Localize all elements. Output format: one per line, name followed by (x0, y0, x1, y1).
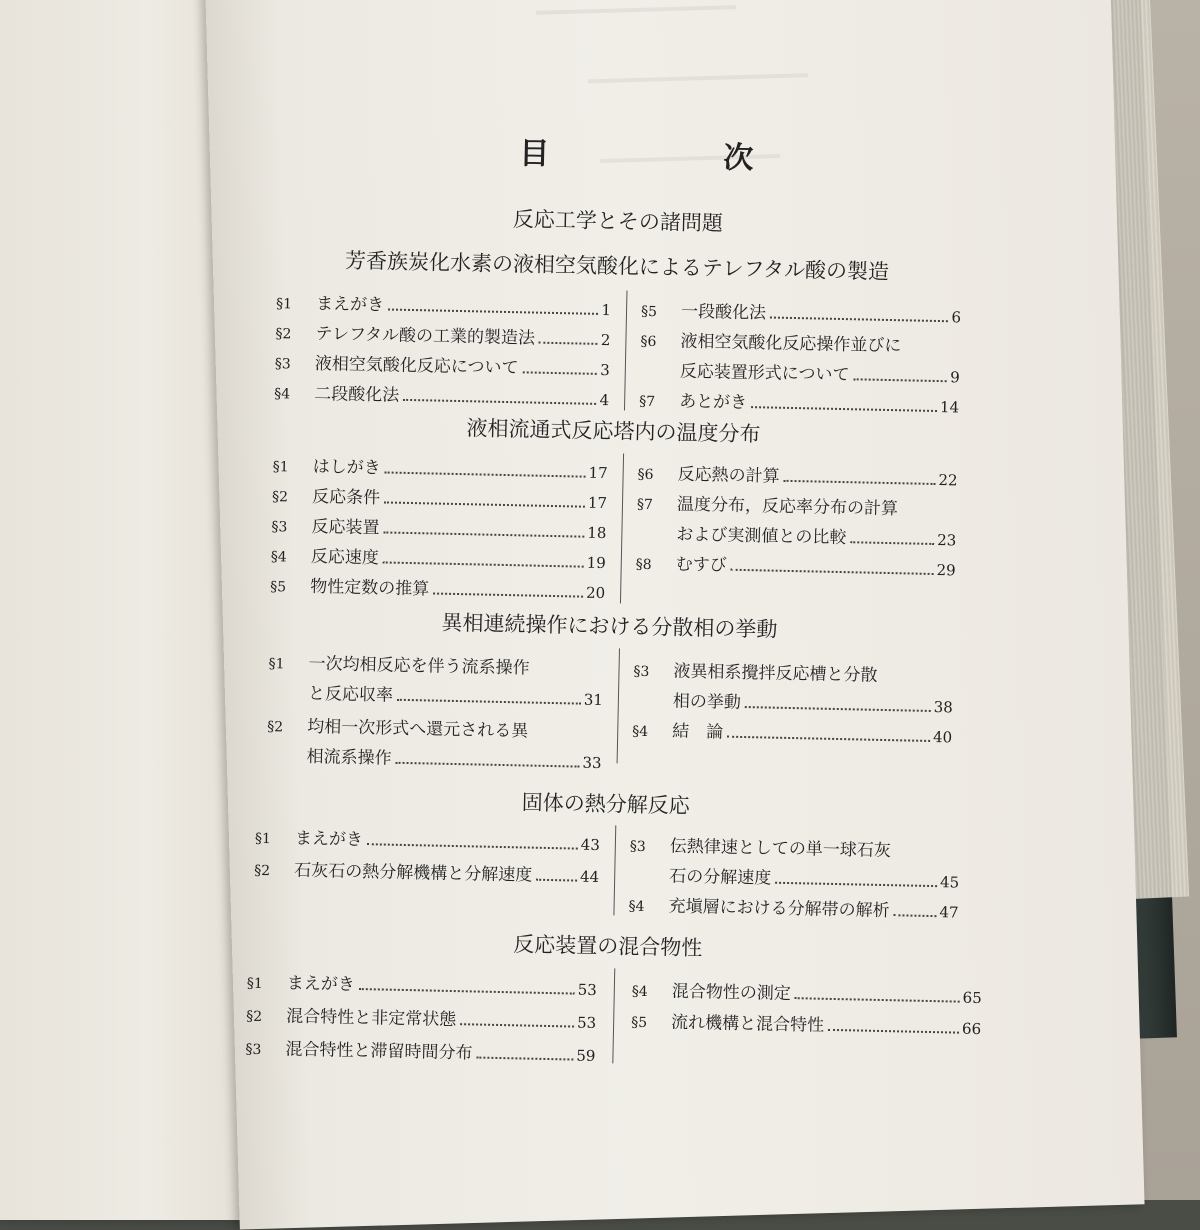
section-number: §2 (271, 489, 289, 506)
page-number: 53 (577, 980, 598, 1000)
page-number: 47 (939, 903, 959, 922)
section-number (633, 706, 661, 707)
column-divider (613, 825, 616, 915)
section-number: §5 (630, 1014, 648, 1032)
page-number: 45 (939, 873, 960, 892)
entry-label: と反応収率 (307, 683, 394, 706)
section-number: §1 (268, 656, 285, 673)
toc-entry (272, 481, 607, 513)
entry-label: 反応装置 (311, 516, 380, 539)
section-number (636, 539, 664, 540)
entry-label: 相流系操作 (306, 746, 392, 769)
page-number: 38 (933, 698, 954, 717)
entry-label: 結 論 (672, 721, 724, 743)
page-number: 29 (936, 561, 956, 580)
page-number: 23 (937, 531, 957, 550)
page-number: 59 (576, 1046, 596, 1066)
leader-dots (727, 735, 930, 742)
page-number: 14 (939, 398, 960, 417)
section-number: §3 (271, 519, 288, 536)
section-number: §6 (637, 466, 654, 484)
section-number: §7 (636, 496, 654, 514)
leader-dots (893, 913, 936, 917)
toc-entry (271, 511, 606, 543)
toc-entry (636, 519, 956, 551)
section-heading: 固体の熱分解反応 (521, 790, 690, 818)
leader-dots (784, 479, 936, 485)
page-number: 44 (579, 867, 600, 887)
toc-entry (640, 326, 960, 358)
entry-label: 二段酸化法 (314, 383, 400, 406)
section-subheading: 芳香族炭化水素の液相空気酸化によるテレフタル酸の製造 (344, 248, 890, 284)
toc-entry (636, 549, 956, 581)
leader-dots (751, 405, 937, 412)
toc-entry (275, 348, 610, 380)
toc-entry (275, 318, 610, 350)
toc-entry (267, 711, 602, 743)
entry-label: 混合物性の測定 (671, 981, 791, 1005)
toc-entry (637, 489, 957, 521)
page-number: 33 (582, 753, 602, 773)
toc-entry (631, 1007, 981, 1039)
entry-label: 充塡層における分解帯の解析 (668, 896, 890, 922)
page-number: 6 (951, 308, 962, 327)
entry-label: 温度分布，反応率分布の計算 (676, 494, 899, 520)
section-heading: 液相流通式反応塔内の温度分布 (466, 416, 761, 447)
toc-entry (271, 541, 606, 573)
section-heading: 反応装置の混合物性 (513, 932, 703, 961)
page-number: 3 (600, 360, 611, 380)
section-number: §4 (628, 898, 645, 915)
page-number: 66 (961, 1019, 982, 1039)
entry-label: 流れ機構と混合特性 (670, 1012, 825, 1036)
column-divider (624, 290, 628, 410)
toc-entry (633, 686, 953, 718)
section-number: §4 (270, 549, 287, 566)
entry-label: 物性定数の推算 (310, 576, 430, 600)
section-number: §2 (267, 719, 284, 736)
section-number: §2 (254, 862, 271, 880)
section-number: §3 (274, 356, 291, 373)
toc-entry (633, 656, 953, 688)
toc-entry (246, 1001, 596, 1033)
section-number: §4 (274, 386, 291, 403)
page-number: 31 (583, 690, 604, 710)
toc-entry (274, 378, 609, 410)
page-number: 43 (580, 835, 601, 855)
leader-dots (397, 698, 581, 705)
toc-entry (254, 855, 599, 887)
toc-entry (276, 288, 611, 320)
section-number: §5 (640, 303, 658, 321)
entry-label: 反応装置形式について (679, 361, 850, 386)
leader-dots (403, 398, 596, 405)
section-number: §3 (633, 663, 650, 681)
toc-entry (628, 891, 958, 923)
toc-entry (637, 459, 957, 491)
page-number: 20 (585, 583, 606, 603)
page-number: 17 (588, 463, 608, 483)
toc-entry (266, 741, 601, 773)
leader-dots (539, 341, 598, 345)
page-number: 9 (950, 368, 960, 387)
page-number: 22 (938, 471, 958, 490)
page-number: 4 (599, 390, 610, 410)
page-number: 17 (587, 493, 608, 513)
entry-label: 相の挙動 (672, 691, 742, 713)
section-heading: 異相連続操作における分散相の挙動 (441, 610, 778, 642)
entry-label: 反応条件 (311, 486, 381, 509)
section-number: §3 (245, 1041, 262, 1059)
page-number: 1 (601, 300, 612, 320)
entry-label: 伝熱律速としての単一球石灰 (669, 836, 892, 862)
section-number: §8 (635, 556, 652, 574)
section-heading: 反応工学とその諸問題 (512, 207, 724, 236)
entry-label: 反応速度 (310, 546, 380, 569)
toc-entry (273, 451, 608, 483)
section-number: §1 (246, 975, 263, 993)
section-number: §6 (640, 333, 657, 351)
section-number: §2 (246, 1008, 263, 1026)
leader-dots (536, 878, 577, 882)
leader-dots (460, 1022, 574, 1027)
section-number: §3 (629, 838, 646, 856)
leader-dots (731, 568, 934, 575)
entry-label: 液相空気酸化反応について (314, 353, 519, 379)
section-number (267, 761, 295, 762)
leader-dots (853, 377, 947, 382)
column-divider (620, 453, 624, 603)
section-number: §4 (631, 983, 648, 1001)
toc-entry (245, 1034, 595, 1066)
entry-label: 均相一次形式へ還元される異 (307, 716, 529, 742)
entry-label: はしがき (312, 456, 381, 479)
page-number: 53 (576, 1013, 597, 1033)
leader-dots (522, 370, 597, 375)
section-number (629, 881, 657, 882)
leader-dots (396, 761, 580, 768)
entry-label: および実測値との比較 (676, 524, 847, 549)
entry-label: 液相空気酸化反応操作並びに (680, 331, 902, 357)
entry-label: 一次均相反応を伴う流系操作 (308, 653, 530, 679)
entry-label: テレフタル酸の工業的製造法 (315, 323, 536, 349)
section-number: §1 (272, 459, 289, 476)
leader-dots (745, 705, 931, 712)
toc-entry (639, 386, 959, 418)
leader-dots (359, 987, 575, 995)
page-number: 18 (587, 523, 607, 543)
leader-dots (850, 540, 934, 545)
entry-label: 液異相系攪拌反応槽と分散 (673, 661, 878, 686)
section-number: §7 (638, 393, 656, 411)
toc-entry (630, 831, 960, 863)
entry-label: 一段酸化法 (680, 301, 767, 324)
entry-label: むすび (675, 554, 727, 576)
toc-entry (640, 356, 960, 388)
leader-dots (385, 470, 586, 477)
toc-entry (247, 968, 597, 1000)
leader-dots (383, 560, 584, 567)
entry-label: 混合特性と非定常状態 (285, 1006, 457, 1031)
entry-label: 石灰石の熱分解機構と分解速度 (294, 860, 533, 886)
section-number (640, 376, 668, 377)
page-title: 目 次 (518, 136, 826, 178)
entry-label: 混合特性と滞留時間分布 (285, 1039, 473, 1064)
leader-dots (388, 307, 598, 314)
section-number: §5 (270, 579, 287, 596)
entry-label: あとがき (678, 391, 748, 414)
leader-dots (775, 881, 937, 887)
page-number: 65 (962, 988, 982, 1008)
leader-dots (476, 1056, 573, 1061)
column-divider (617, 648, 620, 763)
entry-label: まえがき (286, 973, 356, 995)
leader-dots (795, 996, 960, 1002)
page-number: 19 (586, 553, 606, 573)
entry-label: まえがき (294, 828, 364, 851)
column-divider (612, 968, 615, 1063)
entry-label: 石の分解速度 (669, 866, 772, 889)
entry-label: 反応熱の計算 (677, 464, 780, 487)
toc-entry (268, 678, 603, 710)
section-number: §4 (632, 723, 649, 741)
toc-entry (632, 716, 952, 748)
toc-entry (632, 976, 982, 1008)
entry-label: まえがき (315, 293, 385, 316)
leader-dots (383, 530, 584, 537)
page-number: 40 (932, 728, 953, 747)
section-number: §1 (254, 830, 272, 848)
toc-entry (270, 571, 605, 603)
leader-dots (433, 592, 583, 598)
section-number: §1 (275, 296, 293, 313)
section-number: §2 (275, 326, 292, 343)
section-number (268, 698, 296, 699)
toc-entry (255, 823, 600, 855)
toc-entry (268, 648, 603, 680)
leader-dots (770, 315, 948, 322)
toc-entry (629, 861, 959, 893)
toc-entry (641, 296, 961, 328)
page-number: 2 (600, 330, 611, 350)
leader-dots (384, 500, 585, 507)
leader-dots (828, 1028, 959, 1034)
leader-dots (367, 842, 578, 849)
